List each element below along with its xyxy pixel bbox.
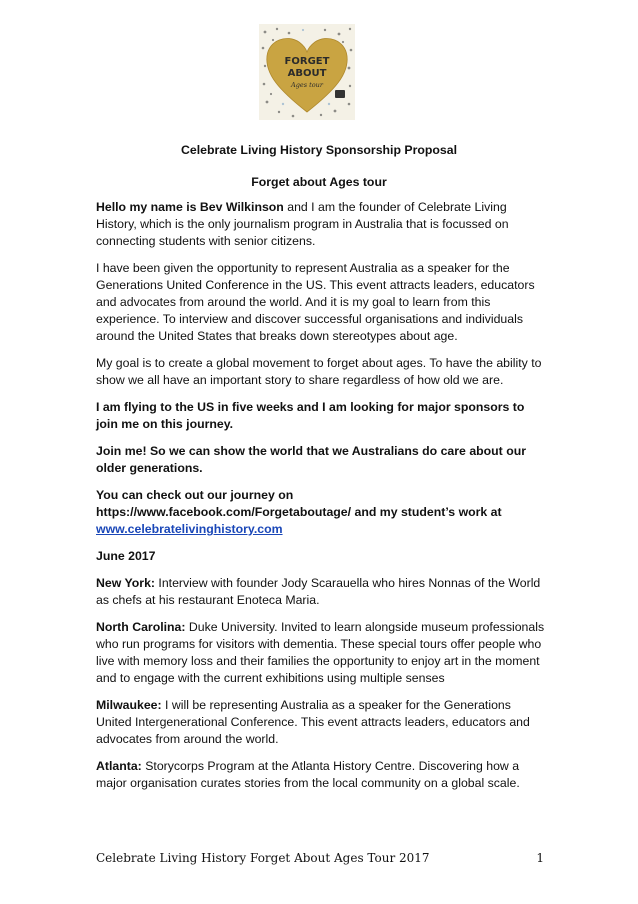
stop-place: New York: [96, 576, 155, 590]
stop-place: Milwaukee: [96, 698, 162, 712]
intro-greeting: Hello my name is Bev Wilkinson [96, 200, 284, 214]
intro-text: and I am the founder of Celebrate Living History, which is the only journalism program in Australia that is focussed on connecting students with senior citizens. [96, 200, 509, 248]
stop-text: Duke University. Invited to learn alongside museum professionals who run programs for visitors with dementia. These special tours offer people who live with memory loss and their families the opportunity to enjoy art in the moment and to engage with the current exhibitions using multiple senses [96, 620, 545, 685]
page-footer [96, 851, 544, 865]
sponsor-request-paragraph: I am flying to the US in five weeks and I am looking for major sponsors to join me on this journey. [96, 400, 525, 431]
stop-text: Interview with founder Jody Scarauella who hires Nonnas of the World as chefs at his restaurant Enoteca Maria. [96, 576, 541, 607]
stop-text: Storycorps Program at the Atlanta History Centre. Discovering how a major organisation curates stories from the local community on a global scale. [96, 759, 520, 790]
document-subtitle: Forget about Ages tour [251, 175, 387, 189]
stop-text: I will be representing Australia as a speaker for the Generations United Intergenerational Conference. This event attracts leaders, educators and advocates from around the world. [96, 698, 530, 746]
journey-text: You can check out our journey on https://www.facebook.com/Forgetaboutage/ and my student’s work at [96, 488, 502, 519]
heart-logo-icon [259, 24, 355, 120]
document-title: Celebrate Living History Sponsorship Proposal [180, 143, 458, 157]
stop-place: North Carolina: [96, 620, 186, 634]
stop-milwaukee [96, 697, 546, 748]
stop-place: Atlanta: [96, 759, 142, 773]
stop-north-carolina [96, 619, 546, 687]
svg-text:FORGET: FORGET [284, 56, 330, 67]
website-link[interactable]: www.celebratelivinghistory.com [96, 522, 283, 536]
goal-paragraph: My goal is to create a global movement to forget about ages. To have the ability to show we all have an important story to share regardless of how old we are. [96, 356, 542, 387]
stop-new-york [96, 575, 546, 609]
journey-paragraph [96, 487, 546, 538]
stop-atlanta [96, 758, 546, 792]
date-heading: June 2017 [96, 549, 156, 563]
page-number: 1 [536, 851, 544, 865]
forget-about-ages-logo [259, 24, 355, 120]
opportunity-paragraph: I have been given the opportunity to represent Australia as a speaker for the Generations United Conference in the US. This event attracts leaders, educators and advocates from around the world. And it is my goal to learn from this experience. To interview and discover successful organisations and individuals around the United States that breaks down stereotypes about age. [96, 261, 535, 343]
document-body [96, 199, 546, 802]
intro-paragraph [96, 199, 546, 250]
join-paragraph: Join me! So we can show the world that we Australians do care about our older generations. [96, 444, 527, 475]
svg-text:Ages tour: Ages tour [291, 81, 323, 89]
svg-text:ABOUT: ABOUT [287, 68, 327, 79]
footer-text: Celebrate Living History Forget About Ages Tour 2017 [96, 851, 430, 865]
